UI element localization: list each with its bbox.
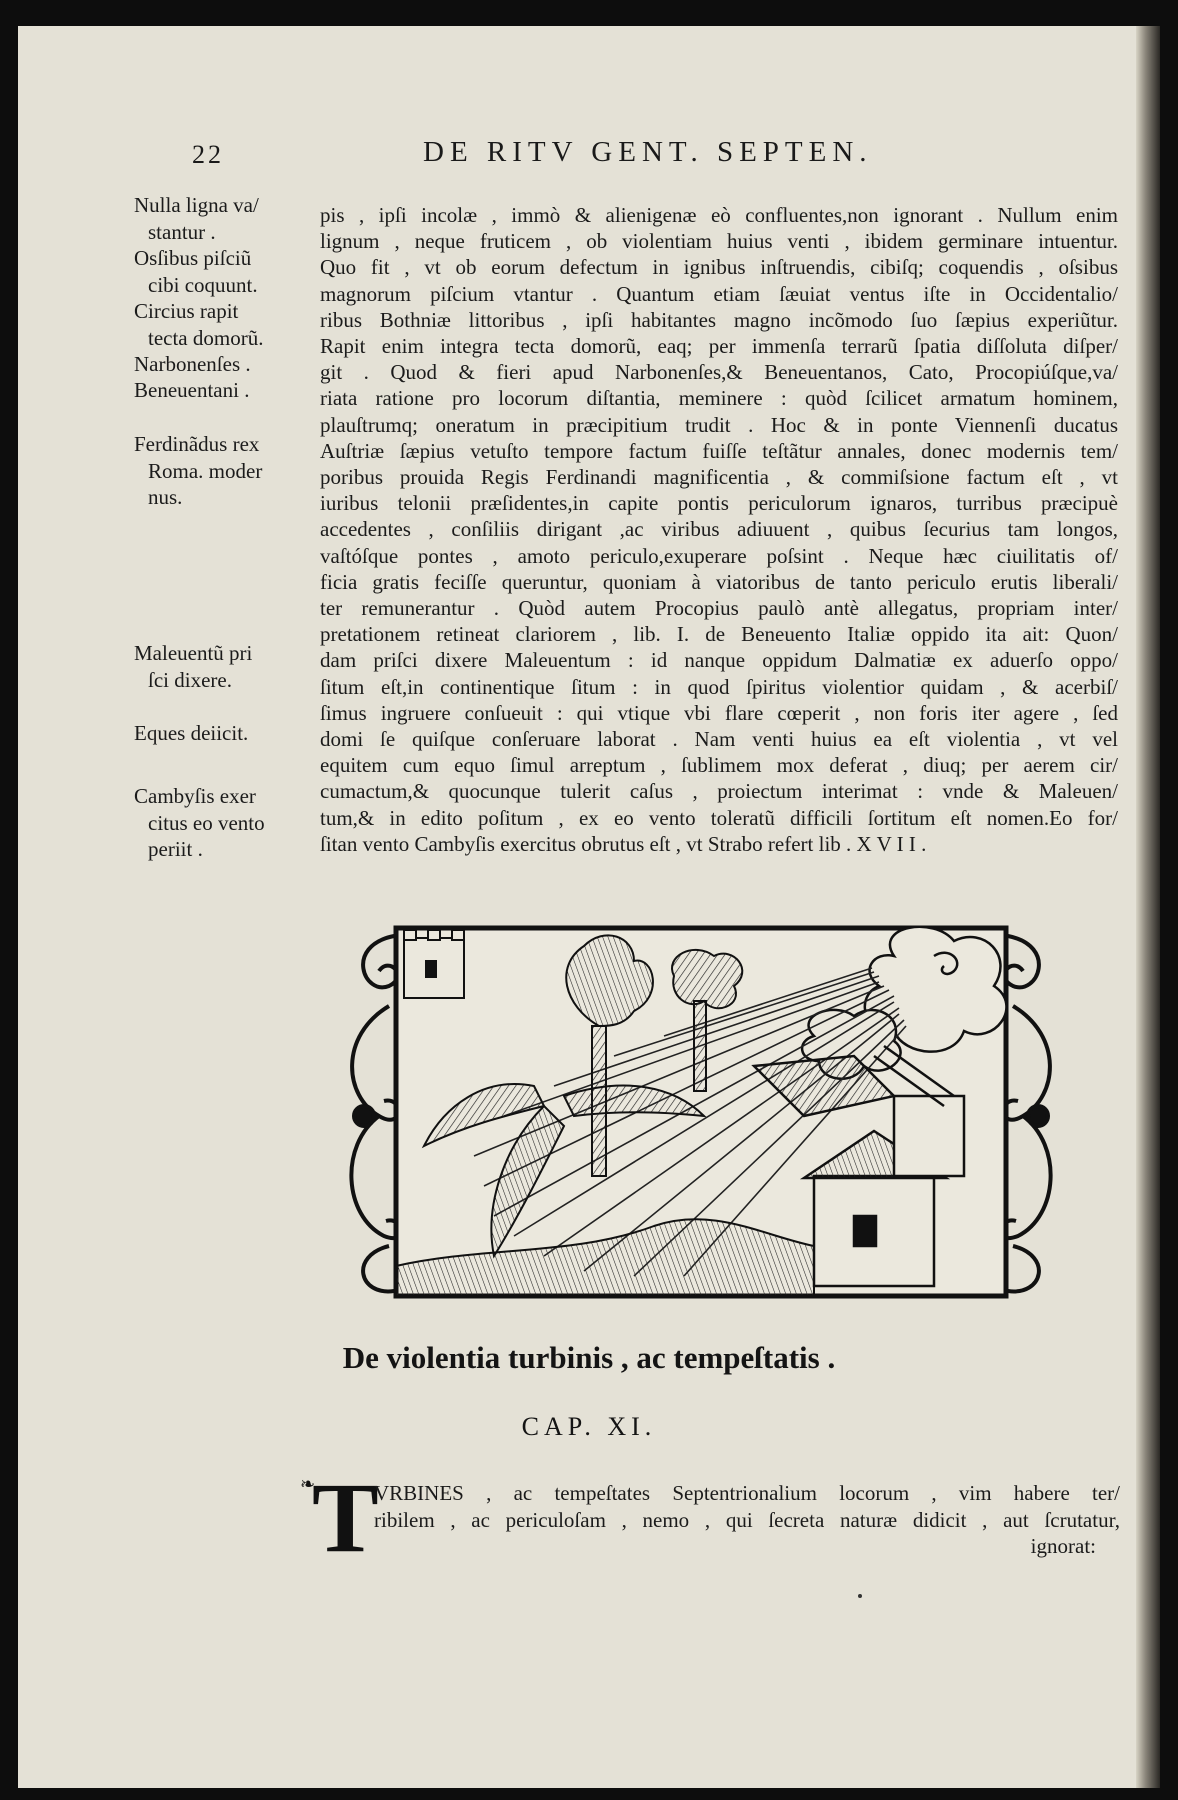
page-fore-edge (1136, 26, 1160, 1788)
text-line: ſimus ingruere conſueuit : qui vtique vbi flare cœperit , non foris iter agere , ſed (320, 700, 1118, 725)
page-number: 22 (192, 140, 224, 169)
text-line: magnorum piſcium vtantur . Quantum etiam ſæuiat ventus iſte in Occidentalio/ (320, 281, 1118, 306)
text-line: dam priſci dixere Maleuentum : id nanque oppidum Dalmatiæ ex aduerſo oppo/ (320, 648, 1118, 673)
woodcut-illustration (334, 916, 1068, 1308)
chapter-body (374, 1480, 1120, 1534)
text-line: VRBINES , ac tempeſtates Septentrionalium locorum , vim habere ter/ (374, 1481, 1120, 1505)
text-line: lignum , neque fruticem , ob violentiam huius venti , ibidem germinare intuentur. (320, 229, 1118, 254)
text-line: Auſtriæ ſæpius vetuſto tempore factum fuiſſe teſtãtur annales, donec modernis tem/ (320, 438, 1118, 463)
margin-note: Eques deiicit. (134, 721, 249, 745)
text-line: cumactum,& quocunque tulerit caſus , proiectum interimat : vnde & Maleuen/ (320, 779, 1118, 804)
margin-note: Beneuentani . (134, 378, 250, 402)
text-line: pretationem retineat clariorem , lib. I. de Beneuento Italiæ oppido ita ait: Quon/ (320, 622, 1118, 647)
text-line: ter remunerantur . Quòd autem Procopius paulò antè allegatus, propriam inter/ (320, 596, 1118, 621)
text-line: riata ratione pro locorum diſtantia, meminere : quòd ſcilicet armatum hominem, (320, 386, 1118, 411)
text-line: ſitan vento Cambyſis exercitus obrutus eſt , vt Strabo refert lib . X V I I . (320, 831, 927, 856)
text-line: equitem cum equo ſimul arreptum , ſublimem mox deferat , diuq; per aerem cir/ (320, 753, 1118, 778)
chapter-title: De violentia turbinis , ac tempeſtatis . (342, 1340, 836, 1375)
page-spot (858, 1594, 862, 1598)
initial-ornament-icon: ❧ (300, 1474, 316, 1494)
body-text (320, 202, 1118, 857)
text-line: pis , ipſi incolæ , immò & alienigenæ eò confluentes,non ignorant . Nullum enim (320, 203, 1118, 227)
margin-note: Nulla ligna va/ stantur . (134, 193, 259, 244)
page-header (18, 132, 1160, 172)
text-line: git . Quod & fieri apud Narbonenſes,& Beneuentanos, Cato, Procopiúſque,va/ (320, 360, 1118, 385)
text-line: ribilem , ac periculoſam , nemo , qui ſecreta naturæ didicit , aut ſcrutatur, (374, 1508, 1120, 1532)
text-line: ficia gratis feciſſe queruntur, quoniam à viatoribus de tanto periculo erutis liberali/ (320, 569, 1118, 594)
text-line: tum,& in edito poſitum , ex eo vento toleratũ difficili ſortitum eſt nomen.Eo for/ (320, 805, 1118, 830)
drop-cap-initial: T (312, 1462, 379, 1573)
margin-note: Circius rapit tecta domorũ. (134, 299, 264, 350)
catchword: ignorat: (1030, 1534, 1096, 1558)
margin-note: Cambyſis exer citus eo vento periit . (134, 784, 265, 861)
text-line: ribus Bothniæ littoribus , ipſi habitantes magno incõmodo ſuo ſæpius experiũtur. (320, 307, 1118, 332)
castle-tower (404, 930, 464, 998)
text-line: Quo fit , vt ob eorum defectum in ignibus inſtruendis, cibiſq; coquendis , oſsibus (320, 255, 1118, 280)
margin-note: Osſibus piſciũ cibi coquunt. (134, 246, 258, 297)
text-line: iuribus telonii præſidentes,in capite pontis periculorum ignaros, turribus præcipuè (320, 491, 1118, 516)
text-line: domi ſe quiſque conſeruare laborat . Nam venti huius ea eſt violentia , vt vel (320, 727, 1118, 752)
margin-note: Ferdinãdus rex Roma. moder nus. (134, 432, 263, 509)
chapter-number: CAP. XI. (521, 1412, 657, 1441)
book-page (18, 26, 1160, 1788)
text-line: ſitum eſt,in continentique ſitum : in quod ſpiritus violentior quidam , & acerbiſ/ (320, 674, 1118, 699)
text-line: vaſtóſque pontes , amoto periculo,exuperare poſsint . Neque hæc ciuilitatis of/ (320, 543, 1118, 568)
text-line: plauſtrumq; oneratum in præcipitium trudit . Hoc & in ponte Viennenſi ducatus (320, 412, 1118, 437)
margin-note: Narbonenſes . (134, 352, 251, 376)
text-line: Rapit enim integra tecta domorũ, eaq; per immenſa terrarũ ſpatia diſſoluta diſper/ (320, 334, 1118, 359)
text-line: accedentes , conſiliis dirigant ,ac viribus adiuuent , quibus ſecurius tam longos, (320, 517, 1118, 542)
running-title: DE RITV GENT. SEPTEN. (423, 136, 873, 168)
text-line: poribus prouida Regis Ferdinandi magnificentia , & commiſsione factum eſt , vt (320, 465, 1118, 490)
margin-note: Maleuentũ pri ſci dixere. (134, 641, 253, 692)
